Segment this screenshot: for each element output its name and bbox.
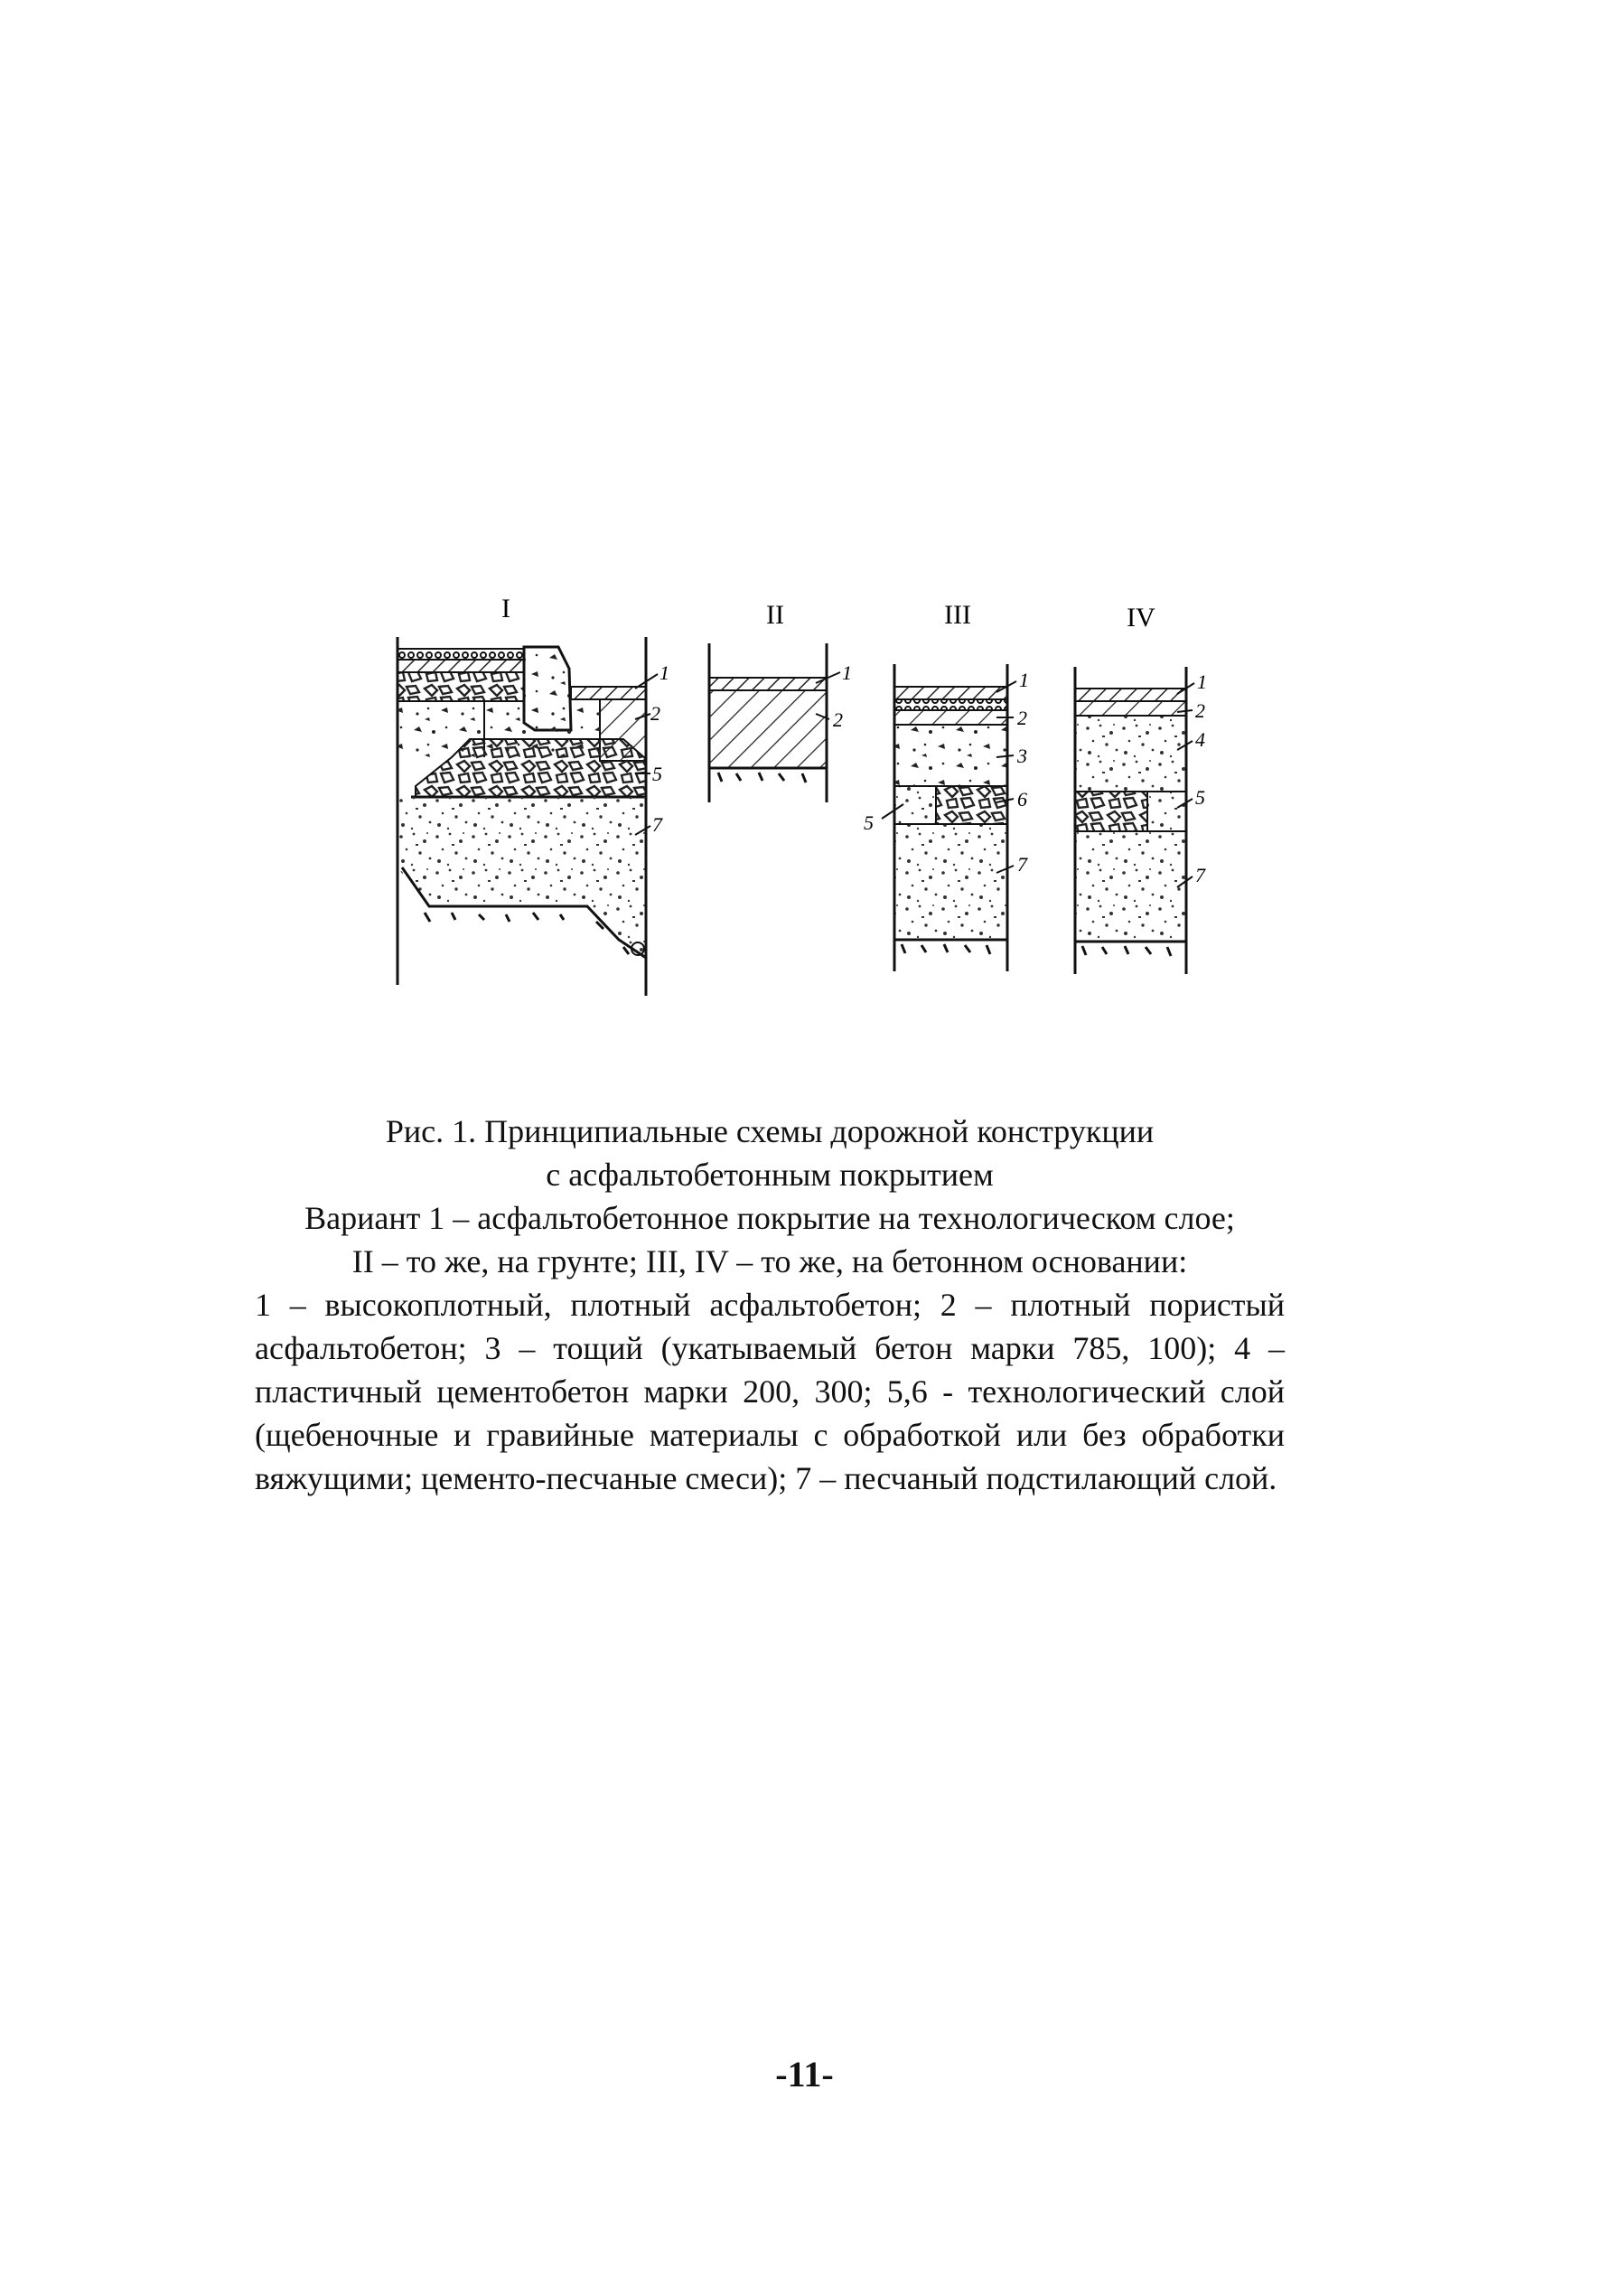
panel-label-iii: III bbox=[944, 600, 971, 630]
svg-text:5: 5 bbox=[1195, 786, 1205, 809]
svg-text:1: 1 bbox=[842, 661, 852, 684]
svg-text:5: 5 bbox=[652, 763, 662, 785]
page-number: -11- bbox=[775, 2054, 834, 2095]
caption-title-line-2: с асфальтобетонным покрытием bbox=[546, 1157, 994, 1193]
svg-text:2: 2 bbox=[1195, 699, 1205, 722]
svg-text:7: 7 bbox=[1195, 864, 1205, 886]
caption-legend-text: 1 – высокоплотный, плотный асфальтобетон; 2 – плотный пористый асфальтобетон; 3 – тощий (укатываемый бетон марки 785, 100); 4 – пластичный цементобетон марки 200, 300; 5,6 - технологический слой (щебеночные и гравийные материалы с обработкой или без обработки вяжущими; цементо-песчаные смеси); 7 – песчаный подстилающий слой. bbox=[255, 1287, 1285, 1496]
svg-text:2: 2 bbox=[833, 708, 843, 731]
svg-text:1: 1 bbox=[1197, 670, 1207, 693]
svg-text:5: 5 bbox=[864, 811, 874, 834]
svg-text:6: 6 bbox=[1017, 788, 1027, 811]
road-structure-figure bbox=[0, 0, 1609, 1066]
svg-text:7: 7 bbox=[1017, 853, 1027, 876]
svg-text:7: 7 bbox=[652, 813, 662, 836]
svg-text:1: 1 bbox=[660, 661, 669, 684]
panel-label-ii: II bbox=[766, 600, 784, 630]
panel-label-i: I bbox=[501, 594, 510, 623]
caption-variant-line-2: II – то же, на грунте; III, IV – то же, на бетонном основании: bbox=[351, 1243, 1188, 1279]
caption-variant-line-1: Вариант 1 – асфальтобетонное покрытие на технологическом слое; bbox=[304, 1200, 1235, 1236]
svg-text:1: 1 bbox=[1019, 669, 1029, 691]
panel-i-diagram bbox=[398, 637, 669, 996]
panel-iii-diagram bbox=[864, 664, 1029, 971]
svg-text:4: 4 bbox=[1195, 728, 1205, 751]
panel-ii-diagram bbox=[709, 643, 852, 802]
panel-iv-diagram bbox=[1075, 667, 1207, 974]
svg-text:2: 2 bbox=[1017, 707, 1027, 729]
figure-caption bbox=[255, 1110, 1285, 1500]
svg-text:3: 3 bbox=[1017, 745, 1027, 767]
caption-title-line-1: Рис. 1. Принципиальные схемы дорожной конструкции bbox=[385, 1113, 1155, 1149]
svg-text:2: 2 bbox=[650, 702, 660, 725]
panel-label-iv: IV bbox=[1127, 603, 1155, 633]
